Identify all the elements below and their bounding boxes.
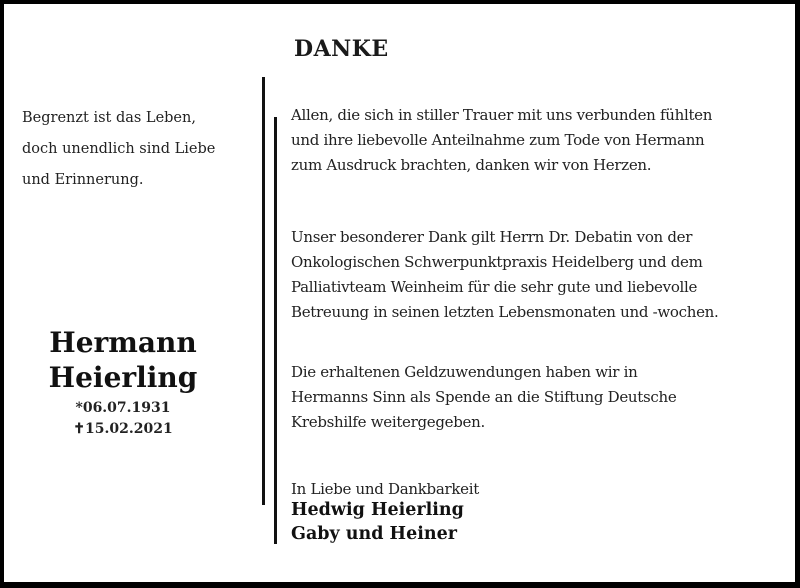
quote-line: und Erinnerung. bbox=[22, 172, 144, 188]
memorial-quote bbox=[22, 103, 215, 196]
text-line: zum Ausdruck brachten, danken wir von Herzen. bbox=[291, 156, 652, 174]
signature-name: Gaby und Heiner bbox=[291, 524, 457, 544]
divider-line-right bbox=[274, 117, 277, 544]
notice-title: DANKE bbox=[294, 36, 389, 62]
text-line: Die erhaltenen Geldzuwendungen haben wir in bbox=[291, 363, 638, 381]
text-line: Allen, die sich in stiller Trauer mit uns verbunden fühlten bbox=[291, 106, 713, 124]
special-thanks-paragraph bbox=[291, 225, 719, 325]
quote-line: doch unendlich sind Liebe bbox=[22, 141, 216, 157]
text-line: und ihre liebevolle Anteilnahme zum Tode von Hermann bbox=[291, 131, 705, 149]
quote-line: Begrenzt ist das Leben, bbox=[22, 110, 196, 126]
signature-name: Hedwig Heierling bbox=[291, 500, 464, 520]
text-line: Hermanns Sinn als Spende an die Stiftung Deutsche bbox=[291, 388, 677, 406]
deceased-first-name: Hermann bbox=[49, 326, 197, 359]
text-line: Onkologischen Schwerpunktpraxis Heidelberg und dem bbox=[291, 253, 703, 271]
birth-date: *06.07.1931 bbox=[75, 400, 171, 416]
deceased-last-name: Heierling bbox=[48, 361, 198, 394]
closing-phrase: In Liebe und Dankbarkeit bbox=[291, 480, 479, 498]
divider-line-left bbox=[262, 77, 265, 505]
text-line: Krebshilfe weitergegeben. bbox=[291, 413, 485, 431]
donation-paragraph bbox=[291, 360, 676, 435]
thanks-paragraph bbox=[291, 103, 712, 178]
text-line: Betreuung in seinen letzten Lebensmonaten und -wochen. bbox=[291, 303, 719, 321]
text-line: Palliativteam Weinheim für die sehr gute und liebevolle bbox=[291, 278, 698, 296]
text-line: Unser besonderer Dank gilt Herrn Dr. Debatin von der bbox=[291, 228, 693, 246]
death-date: ✝15.02.2021 bbox=[73, 421, 173, 437]
